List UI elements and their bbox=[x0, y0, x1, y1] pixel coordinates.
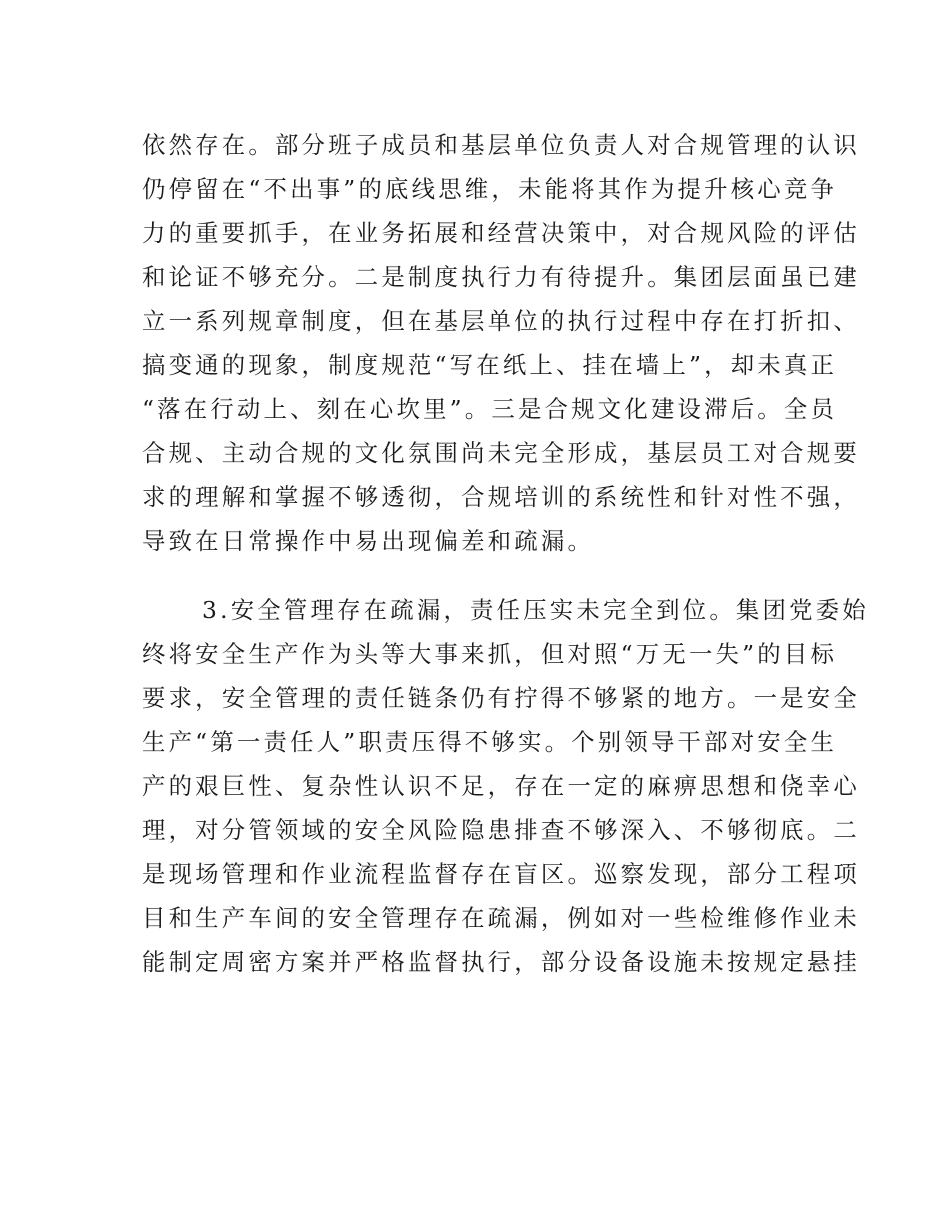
text-line: 能制定周密方案并严格监督执行，部分设备设施未按规定悬挂 bbox=[142, 948, 860, 976]
text-line: 和论证不够充分。二是制度执行力有待提升。集团层面虽已建 bbox=[142, 263, 860, 291]
text-line: 力的重要抓手，在业务拓展和经营决策中，对合规风险的评估 bbox=[142, 219, 860, 247]
text-line: 理，对分管领域的安全风险隐患排查不够深入、不够彻底。二 bbox=[142, 816, 860, 844]
text-line: 终将安全生产作为头等大事来抓，但对照“万无一失”的目标 bbox=[142, 640, 838, 668]
document-page bbox=[142, 123, 869, 984]
text-line: 生产“第一责任人”职责压得不够实。个别领导干部对安全生 bbox=[142, 728, 838, 756]
text-line: 要求，安全管理的责任链条仍有拧得不够紧的地方。一是安全 bbox=[142, 684, 860, 712]
paragraph-safety-management bbox=[142, 588, 869, 984]
text-line: 立一系列规章制度，但在基层单位的执行过程中存在打折扣、 bbox=[142, 307, 860, 335]
text-line: 导致在日常操作中易出现偏差和疏漏。 bbox=[142, 527, 595, 555]
text-line: 3.安全管理存在疏漏，责任压实未完全到位。集团党委始 bbox=[202, 596, 869, 624]
text-line: 合规、主动合规的文化氛围尚未完全形成，基层员工对合规要 bbox=[142, 439, 860, 467]
text-line: 仍停留在“不出事”的底线思维，未能将其作为提升核心竞争 bbox=[142, 175, 838, 203]
paragraph-compliance-issues bbox=[142, 123, 860, 563]
text-line: 目和生产车间的安全管理存在疏漏，例如对一些检维修作业未 bbox=[142, 904, 860, 932]
text-line: 产的艰巨性、复杂性认识不足，存在一定的麻痹思想和侥幸心 bbox=[142, 772, 860, 800]
text-line: 是现场管理和作业流程监督存在盲区。巡察发现，部分工程项 bbox=[142, 860, 860, 888]
text-line: 搞变通的现象，制度规范“写在纸上、挂在墙上”，却未真正 bbox=[142, 351, 838, 379]
text-line: 依然存在。部分班子成员和基层单位负责人对合规管理的认识 bbox=[142, 131, 860, 159]
paragraph-gap bbox=[142, 563, 812, 588]
text-line: 求的理解和掌握不够透彻，合规培训的系统性和针对性不强， bbox=[142, 483, 860, 511]
text-line: “落在行动上、刻在心坎里”。三是合规文化建设滞后。全员 bbox=[142, 395, 838, 423]
